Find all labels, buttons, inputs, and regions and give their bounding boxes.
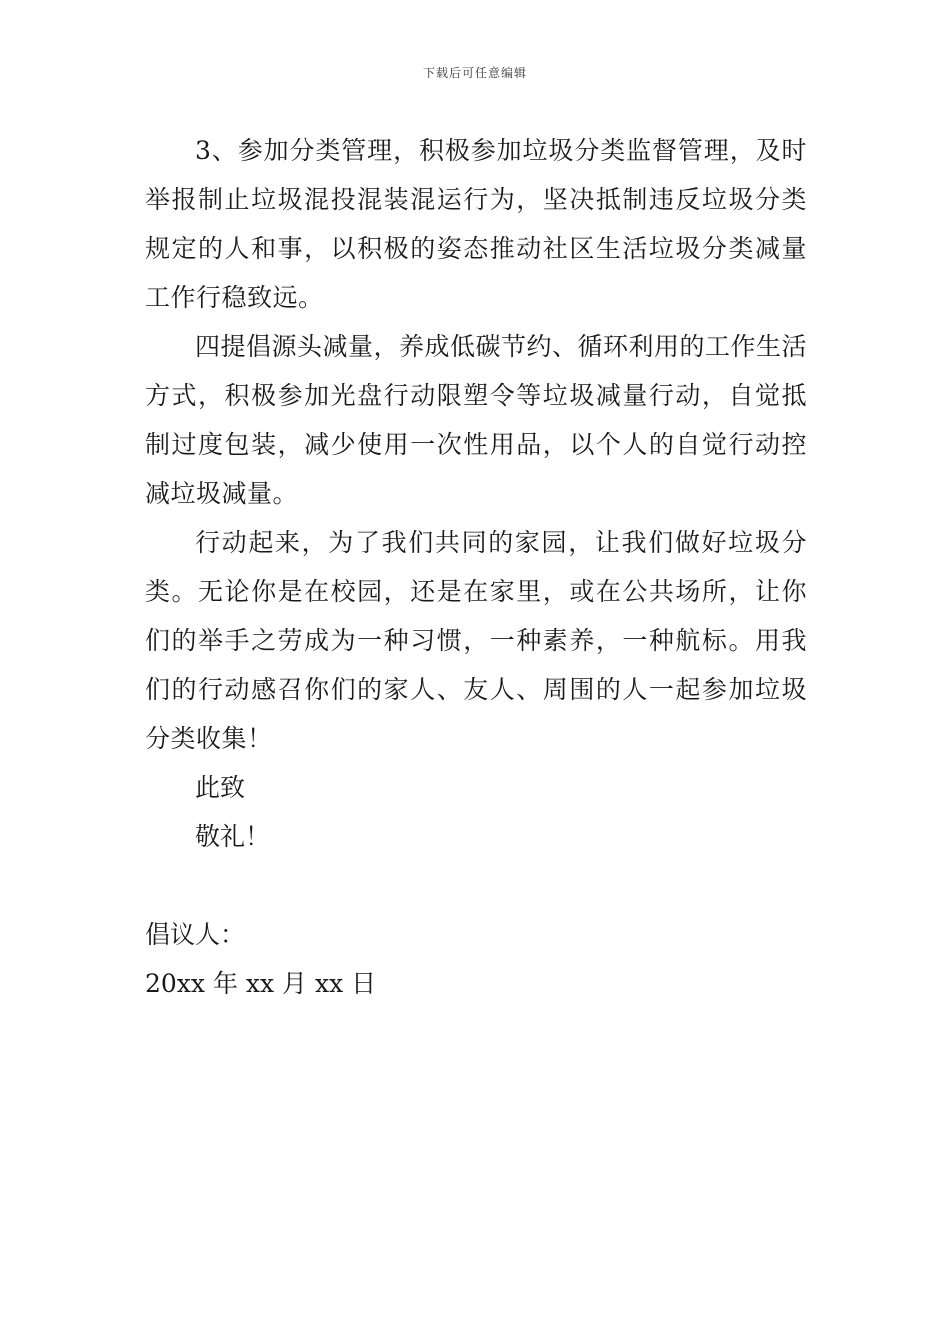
- page-header-note: 下载后可任意编辑: [422, 66, 527, 80]
- closing-regards: 敬礼！: [195, 822, 271, 851]
- document-body: [145, 126, 807, 1008]
- paragraph-classification-management: 3、参加分类管理，积极参加垃圾分类监督管理，及时举报制止垃圾混投混装混运行为，坚决抵制违反垃圾分类规定的人和事，以积极的姿态推动社区生活垃圾分类减量工作行稳致远。: [145, 136, 807, 312]
- paragraph-call-to-action: 行动起来，为了我们共同的家园，让我们做好垃圾分类。无论你是在校园，还是在家里，或在公共场所，让你们的举手之劳成为一种习惯，一种素养，一种航标。用我们的行动感召你们的家人、友人、周围的人一起参加垃圾分类收集！: [145, 528, 807, 753]
- spacer: [145, 861, 807, 910]
- document-date: 20xx 年 xx 月 xx 日: [145, 969, 377, 998]
- paragraph-source-reduction: 四提倡源头减量，养成低碳节约、循环利用的工作生活方式，积极参加光盘行动限塑令等垃圾减量行动，自觉抵制过度包装，减少使用一次性用品，以个人的自觉行动控减垃圾减量。: [145, 332, 808, 508]
- signer-label: 倡议人：: [145, 920, 246, 949]
- closing-salutation: 此致: [195, 773, 246, 802]
